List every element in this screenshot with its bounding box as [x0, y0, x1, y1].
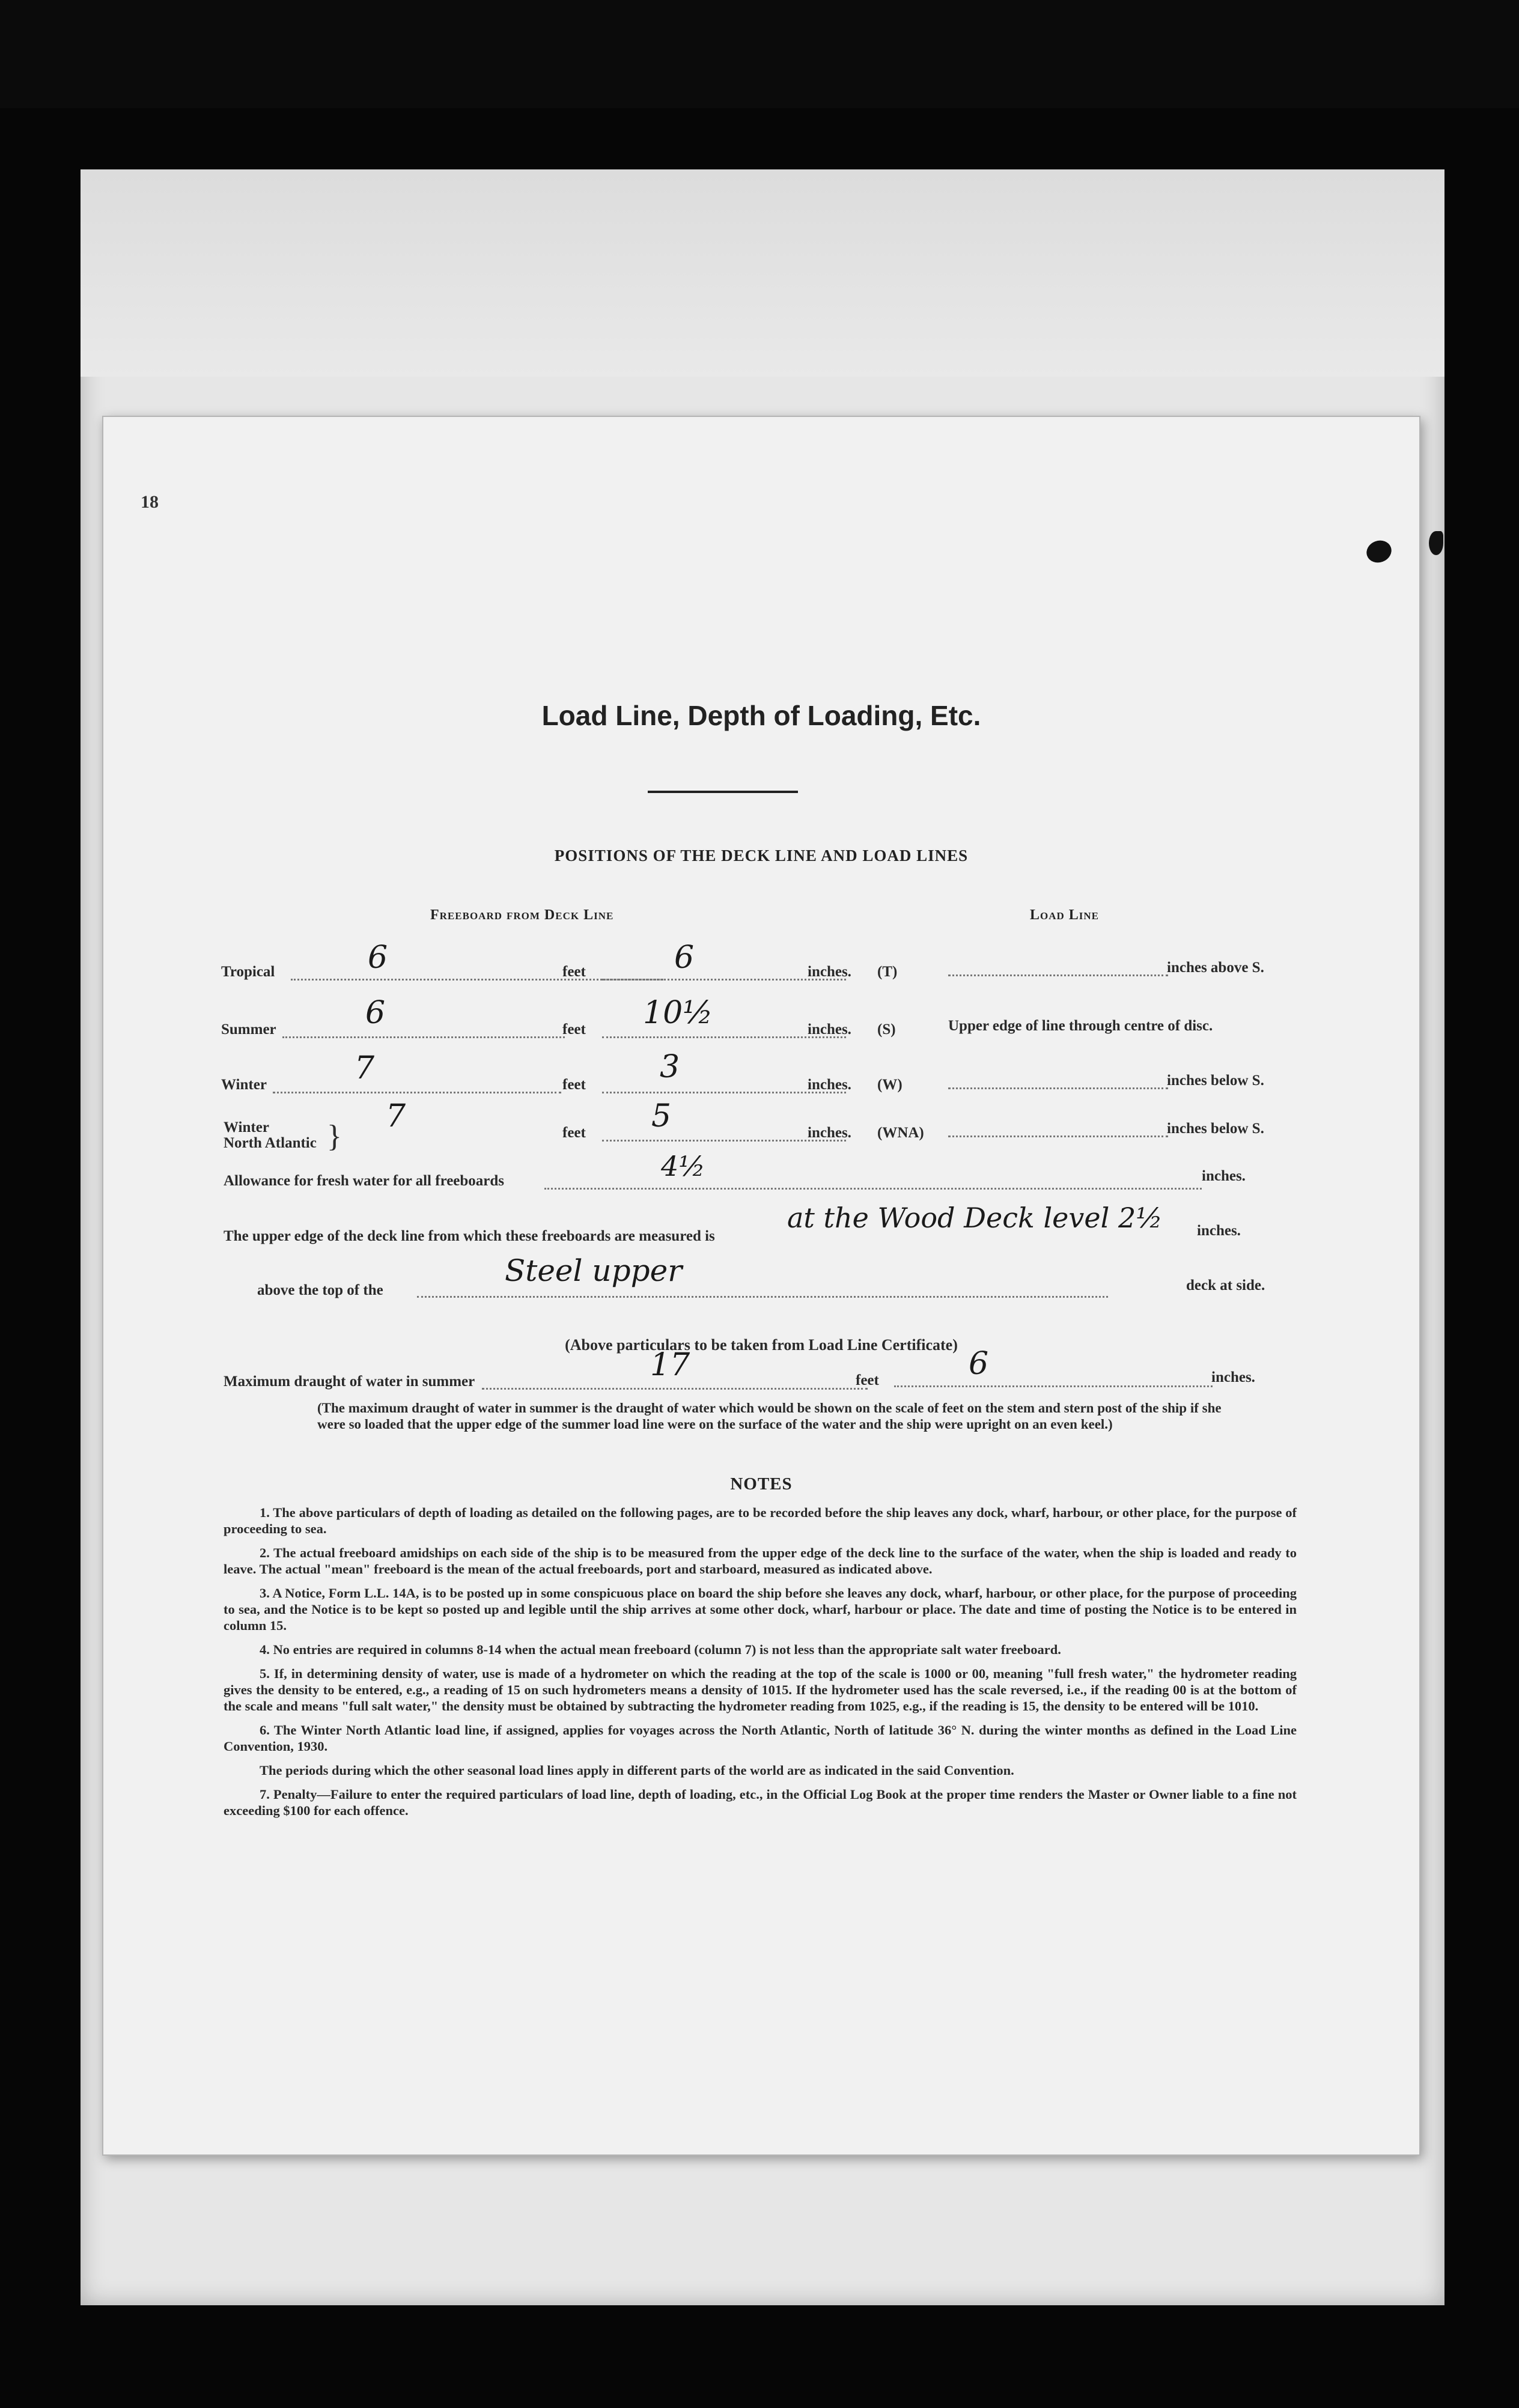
feet-unit: feet	[562, 1125, 586, 1141]
dotted-line	[282, 1036, 565, 1038]
freeboard-feet-wna: 7	[386, 1098, 406, 1134]
note-item: 3. A Notice, Form L.L. 14A, is to be posted up in some conspicuous place on board the ship before she leaves any dock, wharf, harbour, or other place, for the purpose of proceeding to sea, and the Notice is to be kept so posted up and legible until the ship arrives at some other dock, wharf, harbour or place. The date and time of posting the Notice is to be entered in column 15.	[224, 1586, 1297, 1633]
feet-unit: feet	[562, 964, 586, 980]
note-item: 1. The above particulars of depth of loading as detailed on the following pages, are to be recorded before the ship leaves any dock, wharf, harbour, or other place, for the purpose of proceeding to sea.	[224, 1505, 1297, 1536]
dotted-line	[948, 1136, 1168, 1137]
page-number: 18	[141, 492, 159, 512]
freeboard-inches-wna: 5	[651, 1098, 672, 1134]
brace-glyph: }	[327, 1119, 342, 1154]
notes-list	[224, 1504, 1297, 1826]
freeboard-inches-winter: 3	[660, 1049, 680, 1085]
freeboard-label-wna	[224, 1120, 317, 1151]
code-wna: (WNA)	[877, 1125, 924, 1141]
deck-at-side-label: deck at side.	[1186, 1277, 1265, 1294]
deck-line-label: The upper edge of the deck line from which these freeboards are measured is	[224, 1228, 715, 1244]
freeboard-feet-summer: 6	[365, 995, 386, 1031]
deck-line-position: at the Wood Deck level 2½	[787, 1202, 1163, 1234]
freeboard-label-winter: Winter	[221, 1077, 267, 1093]
above-top-label: above the top of the	[257, 1282, 383, 1298]
note-item: 7. Penalty—Failure to enter the required particulars of load line, depth of loading, etc., in the Official Log Book at the proper time renders the Master or Owner liable to a fine not exceeding $100 for each offence.	[224, 1787, 1297, 1818]
max-draught-inches: 6	[969, 1346, 989, 1382]
dotted-line	[948, 1087, 1168, 1089]
ink-blot	[1363, 537, 1395, 566]
back-sheet-edge	[81, 169, 1444, 377]
feet-unit: feet	[562, 1021, 586, 1038]
title-divider	[648, 791, 798, 793]
code-tropical: (T)	[877, 964, 898, 980]
freeboard-label-summer: Summer	[221, 1021, 276, 1038]
inches-unit: inches.	[808, 1077, 851, 1093]
freeboard-column-heading: Freeboard from Deck Line	[430, 907, 614, 923]
load-line-tropical: inches above S.	[1167, 959, 1264, 976]
fresh-water-allowance: 4½	[661, 1150, 705, 1182]
fresh-water-label: Allowance for fresh water for all freeboards	[224, 1173, 505, 1189]
max-draught-inches-unit: inches.	[1211, 1369, 1255, 1385]
max-draught-label: Maximum draught of water in summer	[224, 1373, 475, 1390]
dotted-line	[544, 1188, 1202, 1190]
deck-type: Steel upper	[505, 1253, 683, 1288]
inches-unit: inches.	[808, 1021, 851, 1038]
log-book-page	[102, 416, 1420, 2156]
page-title: Load Line, Depth of Loading, Etc.	[541, 700, 981, 731]
load-line-winter: inches below S.	[1167, 1072, 1264, 1089]
note-item: 2. The actual freeboard amidships on each side of the ship is to be measured from the upper edge of the deck line to the surface of the water, when the ship is loaded and ready to leave. The actual "mean" freeboard is the mean of the actual freeboards, port and starboard, measured as indicated above.	[224, 1545, 1297, 1576]
load-line-wna: inches below S.	[1167, 1120, 1264, 1137]
note-item: 6. The Winter North Atlantic load line, if assigned, applies for voyages across the North Atlantic, North of latitude 36° N. during the winter months as defined in the Load Line Convention, 1930.	[224, 1722, 1297, 1754]
code-summer: (S)	[877, 1021, 896, 1038]
dotted-line	[948, 974, 1168, 976]
code-winter: (W)	[877, 1077, 903, 1093]
freeboard-inches-summer: 10½	[643, 995, 713, 1031]
dotted-line	[273, 1092, 561, 1093]
max-draught-note: (The maximum draught of water in summer is the draught of water which would be shown on the scale of feet on the stem and stern post of the ship if she were so loaded that the upper edge of the summer load line were on the surface of the water and the ship were upright on an even keel.)	[317, 1400, 1222, 1432]
load-line-summer: Upper edge of line through centre of disc.	[948, 1018, 1213, 1034]
note-item: 4. No entries are required in columns 8-14 when the actual mean freeboard (column 7) is not less than the appropriate salt water freeboard.	[260, 1642, 1061, 1657]
inches-unit: inches.	[808, 1125, 851, 1141]
scanner-frame	[0, 0, 1519, 108]
max-draught-feet-unit: feet	[856, 1372, 879, 1388]
max-draught-feet: 17	[650, 1347, 690, 1383]
deck-line-unit: inches.	[1197, 1223, 1241, 1239]
load-line-column-heading: Load Line	[1030, 907, 1100, 923]
inches-unit: inches.	[808, 964, 851, 980]
fresh-water-unit: inches.	[1202, 1168, 1246, 1184]
certificate-note: (Above particulars to be taken from Load Line Certificate)	[565, 1336, 958, 1354]
freeboard-inches-tropical: 6	[674, 940, 695, 976]
feet-unit: feet	[562, 1077, 586, 1093]
section-heading: POSITIONS OF THE DECK LINE AND LOAD LINES	[554, 847, 969, 865]
note-item: 5. If, in determining density of water, use is made of a hydrometer on which the reading at the top of the scale is 1000 or 00, meaning "full fresh water," the hydrometer reading gives the density to be entered, e.g., a reading of 15 on such hydrometers means a density of 1015. If the hydrometer used has the scale reversed, i.e., if the reading 00 is at the bottom of the scale and means "full salt water," the density must be obtained by subtracting the hydrometer reading from 1025, e.g., if the reading is 15, the density to be entered will be 1010.	[224, 1666, 1297, 1713]
wna-label-line2: North Atlantic	[224, 1135, 317, 1151]
ink-blot	[1429, 531, 1443, 555]
dotted-line	[417, 1296, 1108, 1298]
freeboard-label-tropical: Tropical	[221, 964, 275, 980]
dotted-line	[894, 1385, 1213, 1387]
dotted-line	[482, 1388, 868, 1390]
wna-label-line1: Winter	[224, 1119, 269, 1136]
note-item: The periods during which the other seasonal load lines apply in different parts of the world are as indicated in the said Convention.	[260, 1763, 1014, 1778]
freeboard-feet-tropical: 6	[368, 940, 388, 976]
freeboard-feet-winter: 7	[355, 1050, 375, 1086]
notes-heading: NOTES	[730, 1474, 793, 1494]
